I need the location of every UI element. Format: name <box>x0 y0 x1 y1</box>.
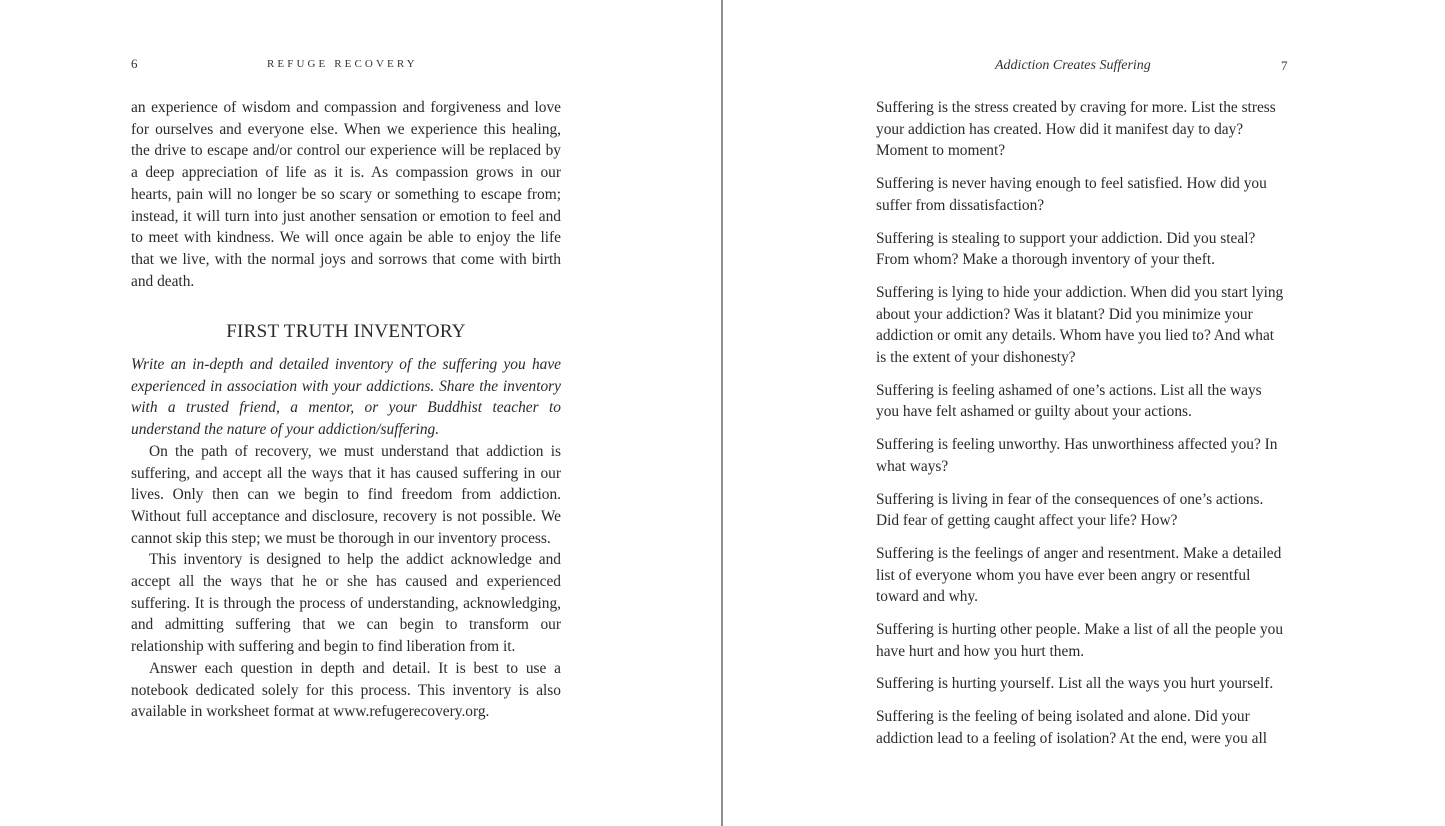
inventory-item: Suffering is the stress created by craving for more. List the stress your addiction has created. How did it manifest day to day? Moment to moment? <box>876 99 1276 160</box>
right-page <box>723 0 1445 826</box>
inventory-instructions: Write an in-depth and detailed inventory of the suffering you have experienced in association with your addictions. Share the inventory with a trusted friend, a mentor, or your Buddhist teacher to understand the nature of your addiction/suffering. <box>131 356 561 439</box>
opening-paragraph: an experience of wisdom and compassion and forgiveness and love for ourselves and everyone else. When we experience this healing, the drive to escape and/or control our experience will be replaced by a deep appreciation of life as it is. As compassion grows in our hearts, pain will no longer be so scary or something to escape from; instead, it will turn into just another sensation or emotion to feel and to meet with kindness. We will once again be able to enjoy the life that we live, with the normal joys and sorrows that come with birth and death. <box>131 99 561 290</box>
right-page-body <box>876 97 1286 761</box>
running-head-right: Addiction Creates Suffering <box>995 58 1151 73</box>
inventory-item: Suffering is hurting other people. Make a list of all the people you have hurt and how you hurt them. <box>876 621 1284 660</box>
inventory-item: Suffering is stealing to support your addiction. Did you steal? From whom? Make a thorough inventory of your theft. <box>876 229 1256 269</box>
inventory-item: Suffering is never having enough to feel satisfied. How did you suffer from dissatisfaction? <box>876 175 1267 214</box>
left-page-body <box>131 97 561 723</box>
body-paragraph: This inventory is designed to help the addict acknowledge and accept all the ways that he or she has caused and experienced suffering. It is through the process of understanding, acknowledging, and admitting suffering that we can begin to transform our relationship with suffering and begin to find liberation from it. <box>131 551 561 656</box>
inventory-item: Suffering is feeling unworthy. Has unworthiness affected you? In what ways? <box>876 436 1278 475</box>
inventory-item: Suffering is living in fear of the consequences of one’s actions. Did fear of getting caught affect your life? How? <box>876 490 1264 530</box>
body-paragraph: Answer each question in depth and detail. It is best to use a notebook dedicated solely for this process. This inventory is also available in worksheet format at www.refugerecovery.org. <box>131 659 561 721</box>
section-heading: FIRST TRUTH INVENTORY <box>226 321 466 343</box>
page-number-right: 7 <box>1281 58 1288 73</box>
inventory-item: Suffering is lying to hide your addiction. When did you start lying about your addiction? Was it blatant? Did you minimize your addiction or omit any details. Whom have you lied to? And what is the extent of your dishonesty? <box>876 283 1284 367</box>
page-number-left: 6 <box>131 56 138 71</box>
inventory-item: Suffering is the feeling of being isolated and alone. Did your addiction lead to a feeling of isolation? At the end, were you all <box>876 708 1268 747</box>
inventory-item: Suffering is feeling ashamed of one’s actions. List all the ways you have felt ashamed or guilty about your actions. <box>876 381 1262 421</box>
running-head-left: REFUGE RECOVERY <box>267 58 418 70</box>
left-page <box>0 0 721 826</box>
body-paragraph: On the path of recovery, we must understand that addiction is suffering, and accept all the ways that it has caused suffering in our lives. Only then can we begin to find freedom from addiction. Without full acceptance and disclosure, recovery is not possible. We cannot skip this step; we must be thorough in our inventory process. <box>131 442 561 547</box>
inventory-item: Suffering is hurting yourself. List all the ways you hurt yourself. <box>876 675 1274 693</box>
inventory-item: Suffering is the feelings of anger and resentment. Make a detailed list of everyone whom you have ever been angry or resentful toward and why. <box>876 544 1282 606</box>
